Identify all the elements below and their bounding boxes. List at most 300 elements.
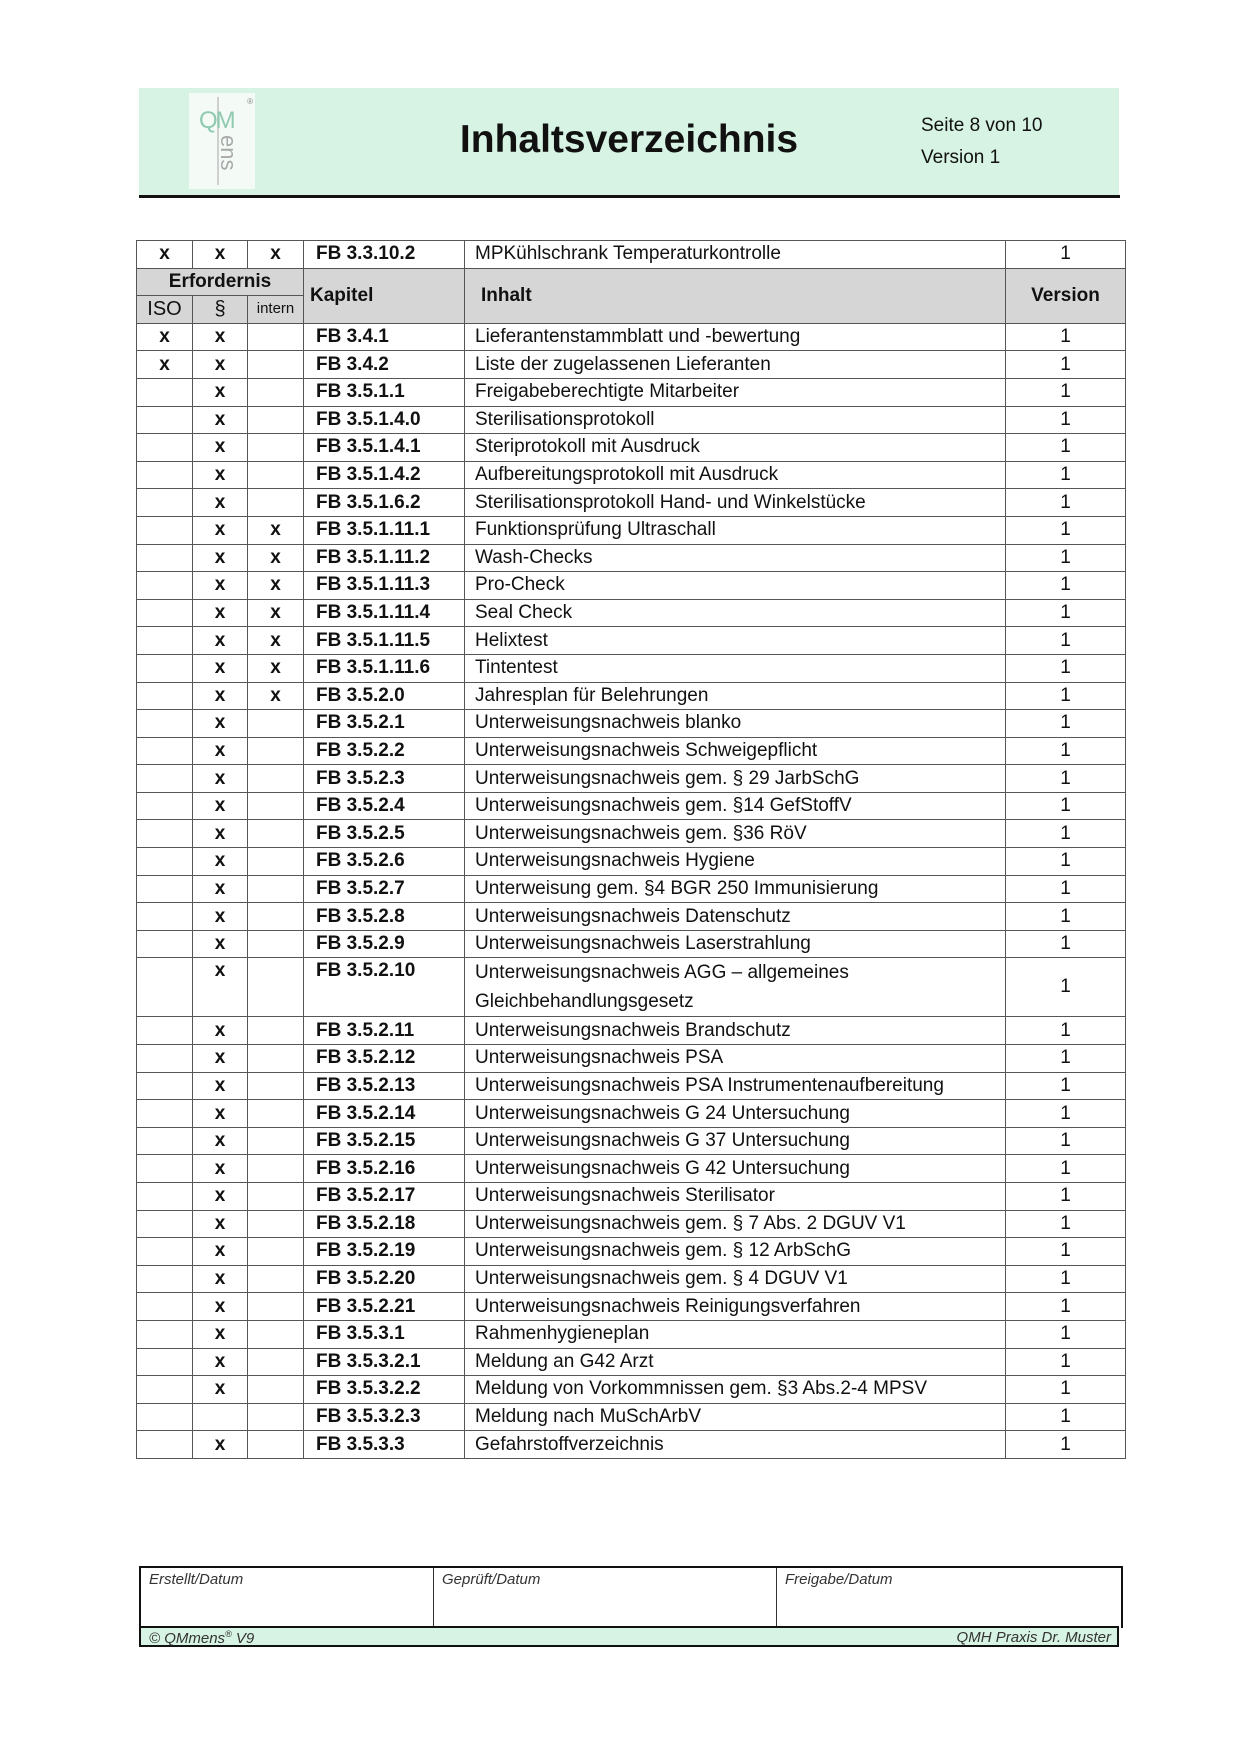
content-cell: Unterweisungsnachweis Datenschutz	[465, 903, 1006, 931]
chapter-cell: FB 3.5.2.3	[304, 765, 465, 793]
intern-mark	[248, 1155, 304, 1183]
version-cell: 1	[1006, 930, 1126, 958]
iso-mark	[137, 378, 193, 406]
chapter-cell: FB 3.5.2.2	[304, 737, 465, 765]
paragraph-mark: x	[193, 1431, 248, 1459]
header-inhalt: Inhalt	[465, 268, 1006, 323]
copyright-text: © QMmens	[149, 1630, 226, 1647]
intern-mark	[248, 903, 304, 931]
version-cell: 1	[1006, 1155, 1126, 1183]
header-iso: ISO	[137, 296, 193, 324]
intern-mark	[248, 434, 304, 462]
version-cell: 1	[1006, 958, 1126, 1017]
content-cell: Jahresplan für Belehrungen	[465, 682, 1006, 710]
iso-mark	[137, 572, 193, 600]
chapter-cell: FB 3.5.2.5	[304, 820, 465, 848]
chapter-cell: FB 3.5.2.19	[304, 1238, 465, 1266]
table-row	[137, 1431, 1126, 1459]
iso-mark	[137, 875, 193, 903]
table-row	[137, 765, 1126, 793]
version-cell: 1	[1006, 765, 1126, 793]
intern-mark	[248, 461, 304, 489]
paragraph-mark: x	[193, 765, 248, 793]
iso-mark	[137, 516, 193, 544]
header-erfordernis: Erfordernis	[137, 268, 304, 296]
table-row	[137, 875, 1126, 903]
table-row	[137, 544, 1126, 572]
chapter-cell: FB 3.5.2.8	[304, 903, 465, 931]
intern-mark	[248, 737, 304, 765]
table-row	[137, 710, 1126, 738]
chapter-cell: FB 3.5.2.6	[304, 848, 465, 876]
paragraph-mark: x	[193, 489, 248, 517]
paragraph-mark: x	[193, 1127, 248, 1155]
paragraph-mark: x	[193, 1100, 248, 1128]
table-row	[137, 1045, 1126, 1073]
paragraph-mark: x	[193, 875, 248, 903]
paragraph-mark: x	[193, 572, 248, 600]
version-cell: 1	[1006, 1320, 1126, 1348]
intern-mark: x	[248, 682, 304, 710]
intern-mark	[248, 489, 304, 517]
paragraph-mark: x	[193, 820, 248, 848]
paragraph-mark: x	[193, 241, 248, 269]
version-cell: 1	[1006, 461, 1126, 489]
table-row	[137, 1100, 1126, 1128]
version-cell: 1	[1006, 1265, 1126, 1293]
table-row	[137, 1348, 1126, 1376]
chapter-cell: FB 3.5.2.10	[304, 958, 465, 1017]
intern-mark	[248, 1238, 304, 1266]
version-cell: 1	[1006, 737, 1126, 765]
table-row	[137, 241, 1126, 269]
content-cell: Unterweisungsnachweis Laserstrahlung	[465, 930, 1006, 958]
intern-mark	[248, 1376, 304, 1404]
table-row	[137, 406, 1126, 434]
chapter-cell: FB 3.5.1.11.3	[304, 572, 465, 600]
content-cell: Unterweisungsnachweis G 42 Untersuchung	[465, 1155, 1006, 1183]
table-row	[137, 351, 1126, 379]
table-row	[137, 1265, 1126, 1293]
page-meta	[921, 110, 1042, 174]
intern-mark	[248, 406, 304, 434]
intern-mark	[248, 1183, 304, 1211]
intern-mark	[248, 1045, 304, 1073]
table-row	[137, 848, 1126, 876]
iso-mark: x	[137, 351, 193, 379]
paragraph-mark: x	[193, 323, 248, 351]
paragraph-mark: x	[193, 1072, 248, 1100]
content-cell: Tintentest	[465, 654, 1006, 682]
paragraph-mark: x	[193, 958, 248, 1017]
iso-mark	[137, 1017, 193, 1045]
chapter-cell: FB 3.5.1.6.2	[304, 489, 465, 517]
chapter-cell: FB 3.5.2.12	[304, 1045, 465, 1073]
content-cell: Unterweisungsnachweis gem. § 29 JarbSchG	[465, 765, 1006, 793]
header-divider	[139, 195, 1120, 198]
paragraph-mark: x	[193, 682, 248, 710]
chapter-cell: FB 3.5.2.20	[304, 1265, 465, 1293]
intern-mark	[248, 820, 304, 848]
version-cell: 1	[1006, 1017, 1126, 1045]
version-cell: 1	[1006, 710, 1126, 738]
content-cell: Unterweisungsnachweis Schweigepflicht	[465, 737, 1006, 765]
version-cell: 1	[1006, 820, 1126, 848]
chapter-cell: FB 3.5.1.11.1	[304, 516, 465, 544]
content-cell: Helixtest	[465, 627, 1006, 655]
iso-mark	[137, 1100, 193, 1128]
intern-mark	[248, 1431, 304, 1459]
table-row	[137, 682, 1126, 710]
version-cell: 1	[1006, 378, 1126, 406]
intern-mark	[248, 848, 304, 876]
version-cell: 1	[1006, 792, 1126, 820]
iso-mark	[137, 1431, 193, 1459]
paragraph-mark: x	[193, 627, 248, 655]
content-cell: Wash-Checks	[465, 544, 1006, 572]
paragraph-mark: x	[193, 1017, 248, 1045]
intern-mark	[248, 323, 304, 351]
table-row	[137, 1376, 1126, 1404]
version-cell: 1	[1006, 1210, 1126, 1238]
content-cell: MPKühlschrank Temperaturkontrolle	[465, 241, 1006, 269]
iso-mark	[137, 1155, 193, 1183]
checked-date-field: Geprüft/Datum	[434, 1568, 777, 1628]
paragraph-mark: x	[193, 1238, 248, 1266]
table-row	[137, 516, 1126, 544]
chapter-cell: FB 3.5.3.2.1	[304, 1348, 465, 1376]
version-cell: 1	[1006, 351, 1126, 379]
chapter-cell: FB 3.5.1.11.6	[304, 654, 465, 682]
chapter-cell: FB 3.5.2.17	[304, 1183, 465, 1211]
iso-mark	[137, 958, 193, 1017]
paragraph-mark: x	[193, 930, 248, 958]
version-cell: 1	[1006, 848, 1126, 876]
iso-mark	[137, 1045, 193, 1073]
version-cell: 1	[1006, 903, 1126, 931]
iso-mark	[137, 1320, 193, 1348]
signature-box	[139, 1566, 1123, 1628]
intern-mark	[248, 378, 304, 406]
table-row	[137, 627, 1126, 655]
table-row	[137, 572, 1126, 600]
registered-mark: ®	[225, 1629, 232, 1639]
intern-mark	[248, 1072, 304, 1100]
content-cell: Meldung an G42 Arzt	[465, 1348, 1006, 1376]
intern-mark	[248, 1210, 304, 1238]
content-cell: Unterweisungsnachweis gem. §36 RöV	[465, 820, 1006, 848]
iso-mark	[137, 1348, 193, 1376]
iso-mark	[137, 792, 193, 820]
chapter-cell: FB 3.5.2.13	[304, 1072, 465, 1100]
content-cell: Sterilisationsprotokoll Hand- und Winkelstücke	[465, 489, 1006, 517]
iso-mark	[137, 765, 193, 793]
intern-mark	[248, 1293, 304, 1321]
chapter-cell: FB 3.5.3.2.2	[304, 1376, 465, 1404]
table-row	[137, 820, 1126, 848]
page-title: Inhaltsverzeichnis	[459, 118, 799, 161]
table-row	[137, 1017, 1126, 1045]
chapter-cell: FB 3.5.1.11.4	[304, 599, 465, 627]
chapter-cell: FB 3.5.1.11.5	[304, 627, 465, 655]
chapter-cell: FB 3.5.3.1	[304, 1320, 465, 1348]
table-row	[137, 958, 1126, 1017]
table-header-row	[137, 268, 1126, 296]
version-cell: 1	[1006, 572, 1126, 600]
chapter-cell: FB 3.5.1.4.2	[304, 461, 465, 489]
header-paragraph: §	[193, 296, 248, 324]
paragraph-mark: x	[193, 544, 248, 572]
paragraph-mark	[193, 1403, 248, 1431]
version-cell: 1	[1006, 1403, 1126, 1431]
version-cell: 1	[1006, 516, 1126, 544]
copyright	[149, 1629, 254, 1647]
iso-mark	[137, 848, 193, 876]
version-cell: 1	[1006, 682, 1126, 710]
intern-mark	[248, 1265, 304, 1293]
paragraph-mark: x	[193, 1155, 248, 1183]
iso-mark	[137, 903, 193, 931]
iso-mark: x	[137, 323, 193, 351]
intern-mark: x	[248, 627, 304, 655]
chapter-cell: FB 3.5.2.0	[304, 682, 465, 710]
version-cell: 1	[1006, 1376, 1126, 1404]
version-cell: 1	[1006, 1045, 1126, 1073]
iso-mark	[137, 1072, 193, 1100]
header-intern: intern	[248, 296, 304, 324]
content-cell: Unterweisungsnachweis gem. § 7 Abs. 2 DGUV V1	[465, 1210, 1006, 1238]
table-row	[137, 1293, 1126, 1321]
table-row	[137, 323, 1126, 351]
table-row	[137, 1183, 1126, 1211]
version-cell: 1	[1006, 1072, 1126, 1100]
content-cell: Unterweisungsnachweis gem. § 4 DGUV V1	[465, 1265, 1006, 1293]
chapter-cell: FB 3.5.2.1	[304, 710, 465, 738]
content-cell: Rahmenhygieneplan	[465, 1320, 1006, 1348]
content-cell: Unterweisungsnachweis AGG – allgemeines Gleichbehandlungsgesetz	[465, 958, 1006, 1017]
table-row	[137, 1210, 1126, 1238]
content-cell: Meldung von Vorkommnissen gem. §3 Abs.2-4 MPSV	[465, 1376, 1006, 1404]
chapter-cell: FB 3.5.1.4.0	[304, 406, 465, 434]
version-cell: 1	[1006, 875, 1126, 903]
paragraph-mark: x	[193, 516, 248, 544]
registered-mark: ®	[247, 97, 253, 106]
table-row	[137, 1072, 1126, 1100]
paragraph-mark: x	[193, 1265, 248, 1293]
iso-mark	[137, 544, 193, 572]
intern-mark: x	[248, 572, 304, 600]
content-cell: Unterweisungsnachweis Hygiene	[465, 848, 1006, 876]
content-cell: Lieferantenstammblatt und -bewertung	[465, 323, 1006, 351]
paragraph-mark: x	[193, 737, 248, 765]
paragraph-mark: x	[193, 1293, 248, 1321]
iso-mark	[137, 461, 193, 489]
version-cell: 1	[1006, 1183, 1126, 1211]
iso-mark	[137, 1210, 193, 1238]
table-row	[137, 599, 1126, 627]
version-cell: 1	[1006, 627, 1126, 655]
toc-table	[136, 240, 1126, 1459]
intern-mark	[248, 1403, 304, 1431]
intern-mark: x	[248, 241, 304, 269]
iso-mark	[137, 627, 193, 655]
table-row	[137, 1238, 1126, 1266]
paragraph-mark: x	[193, 654, 248, 682]
content-cell: Unterweisungsnachweis gem. § 12 ArbSchG	[465, 1238, 1006, 1266]
page-number: Seite 8 von 10	[921, 115, 1043, 136]
logo-text-qm: QM	[199, 107, 234, 134]
iso-mark	[137, 682, 193, 710]
table-row	[137, 737, 1126, 765]
paragraph-mark: x	[193, 1210, 248, 1238]
intern-mark	[248, 792, 304, 820]
intern-mark	[248, 710, 304, 738]
content-cell: Seal Check	[465, 599, 1006, 627]
iso-mark	[137, 1265, 193, 1293]
iso-mark	[137, 489, 193, 517]
version-cell: 1	[1006, 434, 1126, 462]
chapter-cell: FB 3.5.1.11.2	[304, 544, 465, 572]
chapter-cell: FB 3.5.2.18	[304, 1210, 465, 1238]
copyright-version: V9	[231, 1630, 255, 1647]
content-cell: Meldung nach MuSchArbV	[465, 1403, 1006, 1431]
version-cell: 1	[1006, 1348, 1126, 1376]
version-cell: 1	[1006, 1100, 1126, 1128]
chapter-cell: FB 3.5.1.4.1	[304, 434, 465, 462]
table-row	[137, 378, 1126, 406]
content-cell: Pro-Check	[465, 572, 1006, 600]
footer-bar	[139, 1626, 1119, 1647]
iso-mark	[137, 1376, 193, 1404]
paragraph-mark: x	[193, 1045, 248, 1073]
intern-mark: x	[248, 599, 304, 627]
paragraph-mark: x	[193, 1376, 248, 1404]
iso-mark	[137, 737, 193, 765]
iso-mark: x	[137, 241, 193, 269]
table-row	[137, 1403, 1126, 1431]
chapter-cell: FB 3.4.2	[304, 351, 465, 379]
chapter-cell: FB 3.5.2.14	[304, 1100, 465, 1128]
chapter-cell: FB 3.5.2.16	[304, 1155, 465, 1183]
intern-mark: x	[248, 516, 304, 544]
version-cell: 1	[1006, 323, 1126, 351]
chapter-cell: FB 3.5.1.1	[304, 378, 465, 406]
header-version: Version	[1006, 268, 1126, 323]
chapter-cell: FB 3.5.2.9	[304, 930, 465, 958]
iso-mark	[137, 406, 193, 434]
iso-mark	[137, 1183, 193, 1211]
version-cell: 1	[1006, 654, 1126, 682]
iso-mark	[137, 1238, 193, 1266]
iso-mark	[137, 599, 193, 627]
content-cell: Gefahrstoffverzeichnis	[465, 1431, 1006, 1459]
content-cell: Unterweisungsnachweis G 37 Untersuchung	[465, 1127, 1006, 1155]
intern-mark	[248, 1320, 304, 1348]
iso-mark	[137, 710, 193, 738]
chapter-cell: FB 3.5.2.7	[304, 875, 465, 903]
intern-mark	[248, 1017, 304, 1045]
version-cell: 1	[1006, 489, 1126, 517]
paragraph-mark: x	[193, 1183, 248, 1211]
paragraph-mark: x	[193, 351, 248, 379]
table-row	[137, 461, 1126, 489]
content-cell: Unterweisungsnachweis PSA Instrumentenaufbereitung	[465, 1072, 1006, 1100]
chapter-cell: FB 3.5.3.2.3	[304, 1403, 465, 1431]
intern-mark	[248, 958, 304, 1017]
content-cell: Unterweisungsnachweis Brandschutz	[465, 1017, 1006, 1045]
intern-mark: x	[248, 654, 304, 682]
version-cell: 1	[1006, 1238, 1126, 1266]
header-kapitel: Kapitel	[304, 268, 465, 323]
iso-mark	[137, 930, 193, 958]
intern-mark	[248, 875, 304, 903]
content-cell: Aufbereitungsprotokoll mit Ausdruck	[465, 461, 1006, 489]
version-cell: 1	[1006, 1431, 1126, 1459]
chapter-cell: FB 3.5.2.15	[304, 1127, 465, 1155]
version-cell: 1	[1006, 241, 1126, 269]
paragraph-mark: x	[193, 599, 248, 627]
paragraph-mark: x	[193, 378, 248, 406]
chapter-cell: FB 3.3.10.2	[304, 241, 465, 269]
chapter-cell: FB 3.5.2.4	[304, 792, 465, 820]
content-cell: Unterweisungsnachweis blanko	[465, 710, 1006, 738]
content-cell: Liste der zugelassenen Lieferanten	[465, 351, 1006, 379]
table-row	[137, 434, 1126, 462]
table-row	[137, 1320, 1126, 1348]
content-cell: Unterweisungsnachweis Sterilisator	[465, 1183, 1006, 1211]
chapter-cell: FB 3.5.2.11	[304, 1017, 465, 1045]
content-cell: Unterweisungsnachweis PSA	[465, 1045, 1006, 1073]
version-cell: 1	[1006, 599, 1126, 627]
iso-mark	[137, 654, 193, 682]
version-cell: 1	[1006, 1293, 1126, 1321]
intern-mark	[248, 765, 304, 793]
page-header	[139, 88, 1119, 195]
iso-mark	[137, 1293, 193, 1321]
paragraph-mark: x	[193, 1320, 248, 1348]
intern-mark: x	[248, 544, 304, 572]
iso-mark	[137, 434, 193, 462]
content-cell: Unterweisungsnachweis gem. §14 GefStoffV	[465, 792, 1006, 820]
chapter-cell: FB 3.5.3.3	[304, 1431, 465, 1459]
table-row	[137, 1127, 1126, 1155]
content-cell: Funktionsprüfung Ultraschall	[465, 516, 1006, 544]
table-row	[137, 1155, 1126, 1183]
intern-mark	[248, 930, 304, 958]
content-cell: Unterweisungsnachweis Reinigungsverfahren	[465, 1293, 1006, 1321]
table-row	[137, 489, 1126, 517]
paragraph-mark: x	[193, 848, 248, 876]
paragraph-mark: x	[193, 710, 248, 738]
chapter-cell: FB 3.5.2.21	[304, 1293, 465, 1321]
paragraph-mark: x	[193, 1348, 248, 1376]
content-cell: Steriprotokoll mit Ausdruck	[465, 434, 1006, 462]
paragraph-mark: x	[193, 406, 248, 434]
table-row	[137, 654, 1126, 682]
table-row	[137, 930, 1126, 958]
intern-mark	[248, 1348, 304, 1376]
created-date-field: Erstellt/Datum	[141, 1568, 434, 1628]
paragraph-mark: x	[193, 461, 248, 489]
content-cell: Freigabeberechtigte Mitarbeiter	[465, 378, 1006, 406]
logo-text-ens: ens	[216, 135, 241, 171]
intern-mark	[248, 1127, 304, 1155]
content-cell: Unterweisungsnachweis G 24 Untersuchung	[465, 1100, 1006, 1128]
version-cell: 1	[1006, 1127, 1126, 1155]
version-cell: 1	[1006, 544, 1126, 572]
paragraph-mark: x	[193, 792, 248, 820]
table-row	[137, 792, 1126, 820]
